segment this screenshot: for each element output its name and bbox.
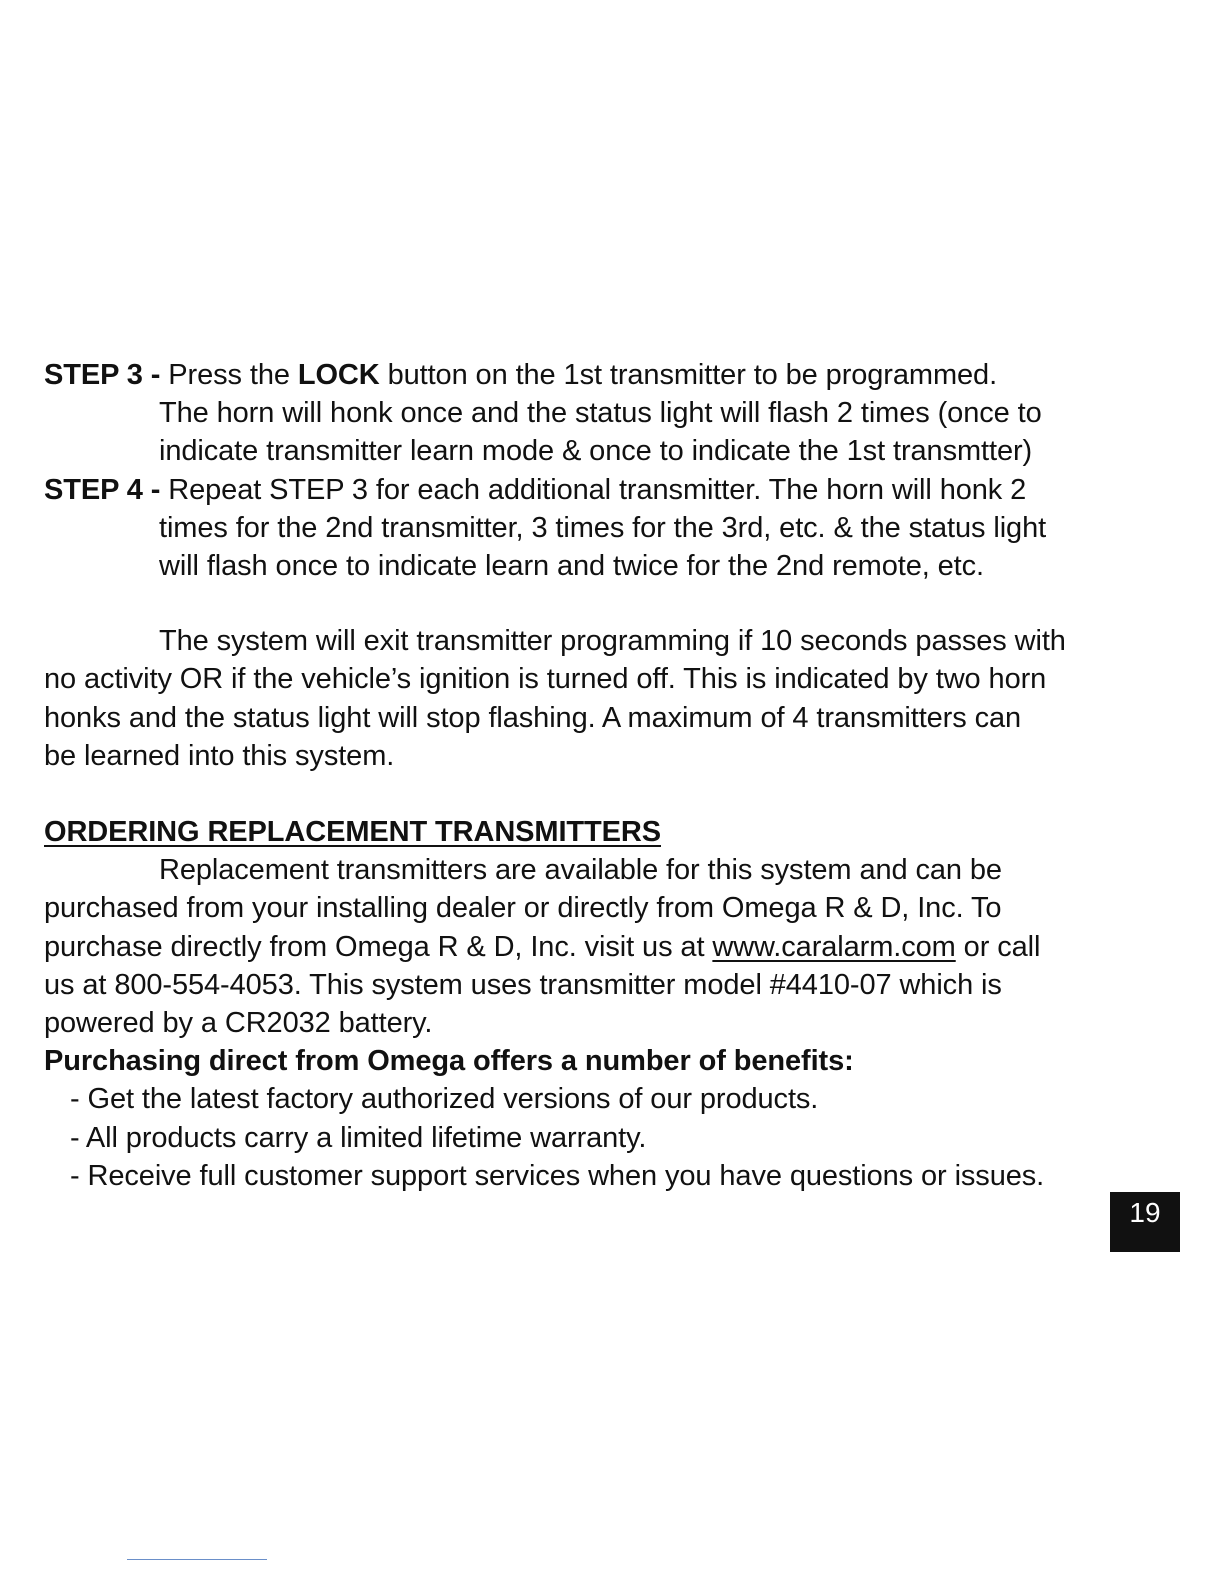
benefit-item: - All products carry a limited lifetime warranty. [70, 1121, 647, 1154]
text-segment: will flash once to indicate learn and twice for the 2nd remote, etc. [159, 550, 984, 583]
text-segment: Repeat STEP 3 for each additional transmitter. The horn will honk 2 [160, 473, 1027, 506]
step-label: STEP 4 - [44, 473, 161, 506]
text-segment: purchase directly from Omega R & D, Inc. visit us at [44, 930, 713, 963]
page-number-badge: 19 [1110, 1192, 1180, 1252]
ordering-section [44, 813, 1164, 1195]
website-link[interactable]: www.caralarm.com [712, 930, 956, 963]
ordering-line [44, 851, 1164, 889]
footer-rule [127, 1559, 267, 1560]
exit-line-3: honks and the status light will stop flashing. A maximum of 4 transmitters can [44, 701, 1022, 734]
text-segment: Replacement transmitters are available for this system and can be [159, 854, 1002, 887]
step-line [44, 432, 1164, 470]
ordering-line [44, 966, 1164, 1004]
text-segment: button on the 1st transmitter to be programmed. [379, 359, 998, 391]
page-content [44, 356, 1164, 1195]
ordering-line [44, 928, 1164, 966]
step-3 [44, 356, 1164, 471]
exit-line-1: The system will exit transmitter programming if 10 seconds passes with [159, 625, 1066, 658]
step-line [44, 509, 1164, 547]
ordering-heading: ORDERING REPLACEMENT TRANSMITTERS [44, 816, 661, 849]
benefit-item: - Get the latest factory authorized versions of our products. [70, 1083, 819, 1116]
ordering-line [44, 889, 1164, 927]
step-line [44, 547, 1164, 585]
step-label: STEP 3 - [44, 359, 161, 391]
step-line [44, 356, 1164, 394]
benefit-item: - Receive full customer support services when you have questions or issues. [70, 1159, 1045, 1192]
step-line [44, 471, 1164, 509]
text-segment: us at 800-554-4053. This system uses transmitter model #4410-07 which is [44, 968, 1002, 1001]
benefits-title: Purchasing direct from Omega offers a number of benefits: [44, 1045, 854, 1078]
text-segment: Press the [160, 359, 298, 391]
steps-section [44, 356, 1164, 585]
step-4 [44, 471, 1164, 586]
text-segment: powered by a CR2032 battery. [44, 1007, 433, 1040]
ordering-paragraph [44, 851, 1164, 1042]
text-segment: The horn will honk once and the status light will flash 2 times (once to [159, 397, 1042, 430]
text-segment: indicate transmitter learn mode & once to indicate the 1st transmtter) [159, 435, 1033, 468]
step-line [44, 394, 1164, 432]
text-segment: purchased from your installing dealer or directly from Omega R & D, Inc. To [44, 892, 1002, 925]
exit-line-2: no activity OR if the vehicle’s ignition is turned off. This is indicated by two horn [44, 663, 1047, 696]
benefits-list [44, 1080, 1164, 1195]
exit-paragraph [44, 622, 1164, 775]
text-segment: or call [955, 930, 1041, 963]
bold-keyword: LOCK [297, 359, 380, 391]
exit-line-4: be learned into this system. [44, 739, 395, 772]
ordering-line [44, 1004, 1164, 1042]
text-segment: times for the 2nd transmitter, 3 times for the 3rd, etc. & the status light [159, 511, 1047, 544]
